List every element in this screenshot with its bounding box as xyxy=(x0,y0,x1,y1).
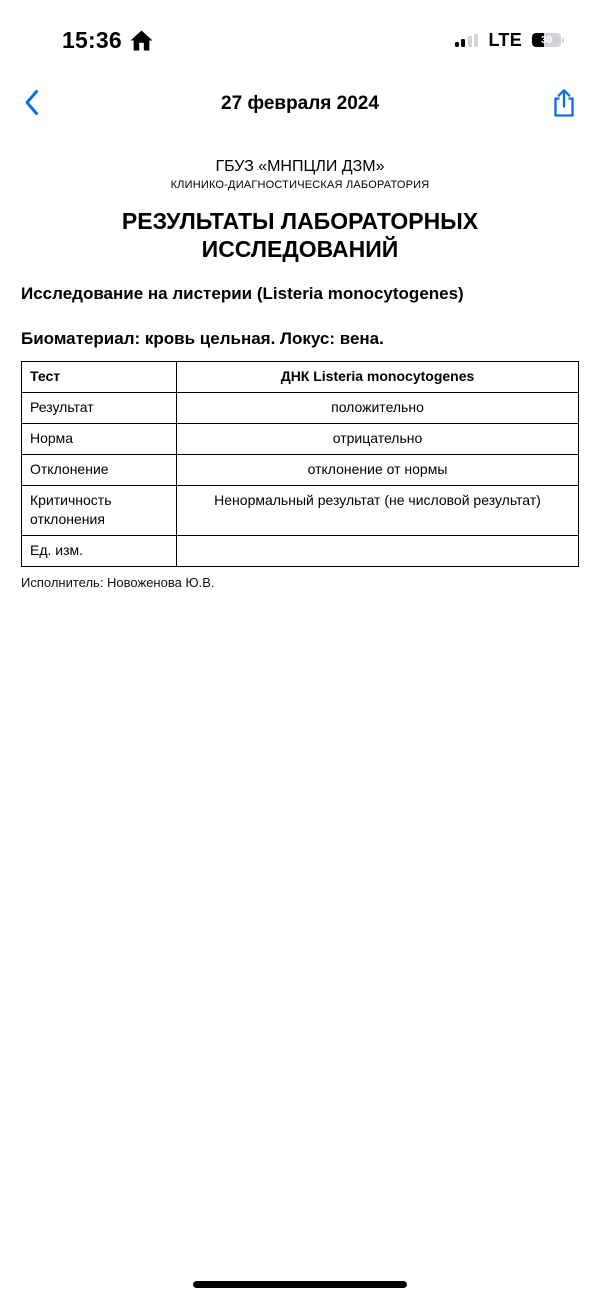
row-label: Тест xyxy=(22,362,177,393)
executor-line: Исполнитель: Новоженова Ю.В. xyxy=(21,575,215,590)
table-row xyxy=(22,486,579,536)
cellular-signal-icon xyxy=(455,34,479,47)
row-label: Норма xyxy=(22,424,177,455)
clock-time: 15:36 xyxy=(62,26,122,53)
report-title: РЕЗУЛЬТАТЫ ЛАБОРАТОРНЫХ ИССЛЕДОВАНИЙ xyxy=(121,208,479,262)
study-title: Исследование на листерии (Listeria monocytogenes) xyxy=(21,284,464,303)
row-label: Отклонение xyxy=(22,455,177,486)
back-button[interactable] xyxy=(24,89,39,119)
row-label: Ед. изм. xyxy=(22,536,177,567)
battery-icon xyxy=(532,33,564,47)
table-row xyxy=(22,424,579,455)
status-bar xyxy=(0,20,600,60)
biomaterial-line: Биоматериал: кровь цельная. Локус: вена. xyxy=(21,329,384,348)
row-label: Результат xyxy=(22,393,177,424)
home-status-icon xyxy=(130,30,153,51)
table-row xyxy=(22,455,579,486)
row-value: Ненормальный результат (не числовой результат) xyxy=(177,486,579,536)
share-button[interactable] xyxy=(552,88,576,121)
home-indicator-handle[interactable] xyxy=(193,1281,407,1288)
row-value: отклонение от нормы xyxy=(177,455,579,486)
battery-percent: 30 xyxy=(541,34,552,46)
status-bar-left xyxy=(62,27,153,54)
navigation-bar xyxy=(0,82,600,126)
table-row xyxy=(22,393,579,424)
row-value xyxy=(177,536,579,567)
row-label: Критичность отклонения xyxy=(22,486,177,536)
row-value: положительно xyxy=(177,393,579,424)
chevron-left-icon xyxy=(24,89,39,119)
status-bar-right xyxy=(455,30,564,51)
network-type-label: LTE xyxy=(488,29,522,50)
lab-report-document xyxy=(0,158,600,590)
page-title: 27 февраля 2024 xyxy=(221,93,379,114)
share-icon xyxy=(552,88,576,121)
table-row xyxy=(22,362,579,393)
table-row xyxy=(22,536,579,567)
results-table xyxy=(21,361,579,567)
row-value: ДНК Listeria monocytogenes xyxy=(177,362,579,393)
organization-department: КЛИНИКО-ДИАГНОСТИЧЕСКАЯ ЛАБОРАТОРИЯ xyxy=(170,179,430,191)
organization-name: ГБУЗ «МНПЦЛИ ДЗМ» xyxy=(215,158,385,175)
row-value: отрицательно xyxy=(177,424,579,455)
